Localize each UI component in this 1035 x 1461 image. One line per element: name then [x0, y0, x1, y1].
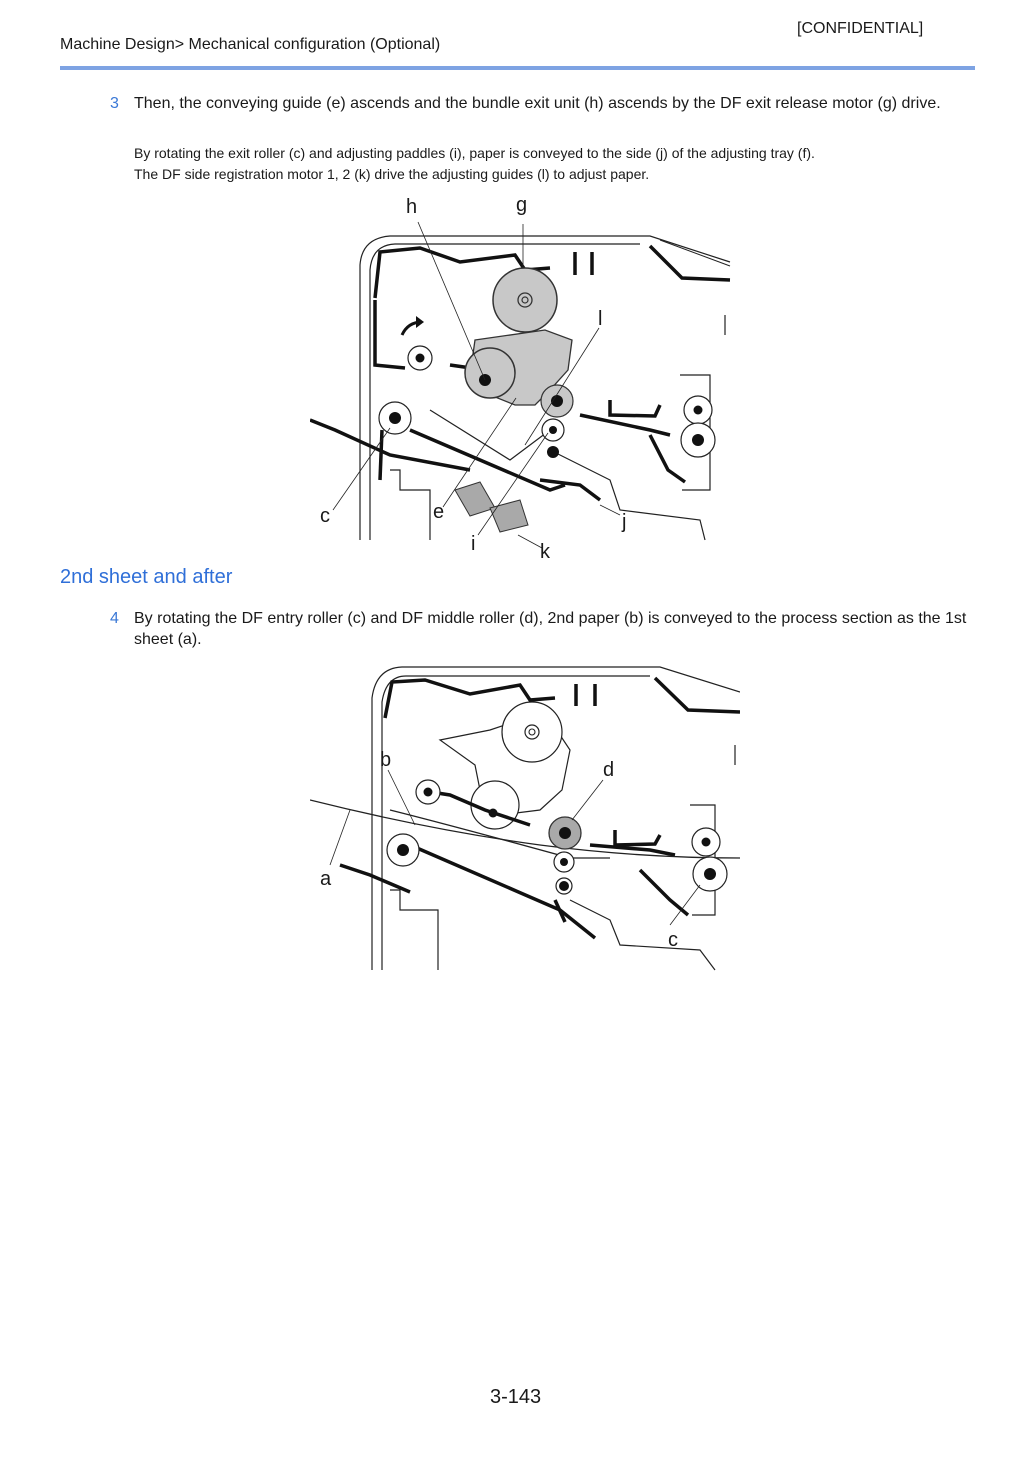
- figure-2-diagram: [310, 660, 740, 975]
- figure-1-diagram: [310, 190, 740, 565]
- step-number: 4: [110, 610, 119, 627]
- step-3: [110, 93, 980, 114]
- label-k: k: [540, 541, 550, 563]
- step-4: [110, 608, 980, 650]
- step-text: Then, the conveying guide (e) ascends and the bundle exit unit (h) ascends by the DF exit release motor (g) drive.: [134, 95, 941, 112]
- label-c: c: [320, 505, 330, 527]
- step-text: By rotating the DF entry roller (c) and DF middle roller (d), 2nd paper (b) is conveyed to the process section as the 1st sheet (a).: [134, 610, 967, 648]
- page-number: 3-143: [490, 1386, 542, 1408]
- label-e: e: [433, 501, 445, 523]
- label-d: d: [603, 759, 615, 781]
- label-a: a: [320, 868, 332, 890]
- step-3-note-2: The DF side registration motor 1, 2 (k) drive the adjusting guides (l) to adjust paper.: [134, 166, 650, 182]
- section-heading: 2nd sheet and after: [60, 566, 233, 588]
- label-j: j: [622, 511, 627, 533]
- header-rule: [60, 66, 975, 70]
- label-g: g: [516, 194, 528, 216]
- step-number: 3: [110, 95, 119, 112]
- label-c: c: [668, 929, 678, 951]
- label-b: b: [380, 749, 392, 771]
- label-i: i: [471, 533, 476, 555]
- confidential-label: [CONFIDENTIAL]: [797, 20, 924, 37]
- label-h: h: [406, 196, 418, 218]
- step-3-note-1: By rotating the exit roller (c) and adjusting paddles (i), paper is conveyed to the side (j) of the adjusting tray (f).: [134, 145, 815, 161]
- breadcrumb: Machine Design> Mechanical configuration (Optional): [60, 36, 441, 53]
- label-l: l: [598, 308, 603, 330]
